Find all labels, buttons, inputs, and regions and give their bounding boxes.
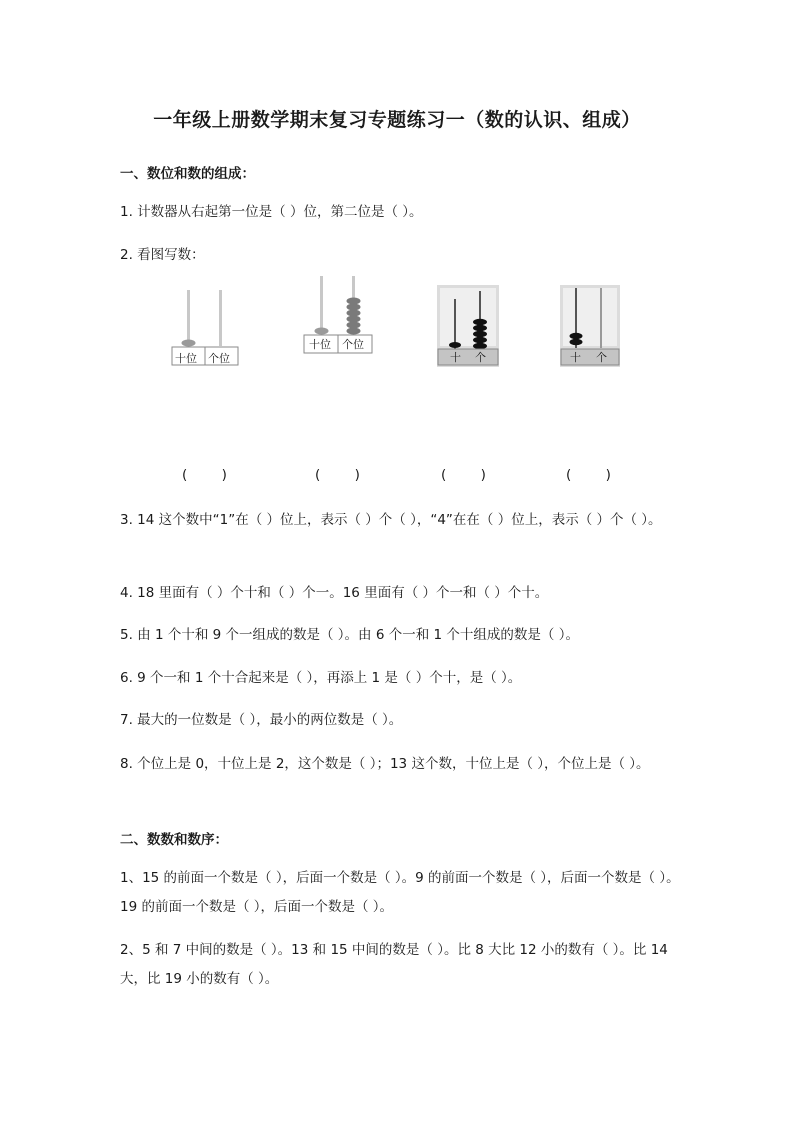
- question-2-1: 1、15 的前面一个数是（ ），后面一个数是（ ）。9 的前面一个数是（ ），后面一个数是（ ）。19 的前面一个数是（ ），后面一个数是（ ）。: [120, 870, 680, 915]
- page-title: 一年级上册数学期末复习专题练习一（数的认识、组成）: [153, 109, 641, 131]
- abacus-icon-d: [560, 285, 620, 367]
- answer-blank-b: ( ): [315, 467, 360, 483]
- question-1: 1. 计数器从右起第一位是（ ）位，第二位是（ ）。: [120, 204, 423, 220]
- abacus-b-label-tens: 十位: [309, 338, 331, 351]
- question-2: 2. 看图写数：: [120, 247, 205, 263]
- abacus-b-label-ones: 个位: [342, 338, 364, 351]
- abacus-a-label-ones: 个位: [208, 352, 230, 365]
- section-heading-2: 二、数数和数序：: [120, 832, 228, 848]
- abacus-c-label-tens: 十: [450, 351, 461, 364]
- answer-blank-c: ( ): [441, 467, 486, 483]
- question-2-2: 2、5 和 7 中间的数是（ ）。13 和 15 中间的数是（ ）。比 8 大比 12 小的数有（ ）。比 14 大，比 19 小的数有（ ）。: [120, 942, 668, 987]
- question-4: 4. 18 里面有（ ）个十和（ ）个一。16 里面有（ ）个一和（ ）个十。: [120, 585, 549, 601]
- question-6: 6. 9 个一和 1 个十合起来是（ ），再添上 1 是（ ）个十，是（ ）。: [120, 670, 522, 686]
- abacus-d-label-ones: 个: [596, 351, 607, 364]
- abacus-c-label-ones: 个: [475, 351, 486, 364]
- answer-blank-a: ( ): [182, 467, 227, 483]
- question-5: 5. 由 1 个十和 9 个一组成的数是（ ）。由 6 个一和 1 个十组成的数是（ ）。: [120, 627, 579, 643]
- section-heading-1: 一、数位和数的组成：: [120, 166, 255, 182]
- abacus-a-label-tens: 十位: [175, 352, 197, 365]
- abacus-icon-c: [437, 285, 499, 367]
- question-3: 3. 14 这个数中“1”在（ ）位上，表示（ ）个（ ），“4”在在（ ）位上，表示（ ）个（ ）。: [120, 512, 662, 528]
- question-8: 8. 个位上是 0，十位上是 2，这个数是（ ）；13 这个数，十位上是（ ），个位上是（ ）。: [120, 756, 650, 772]
- abacus-d-label-tens: 十: [570, 351, 581, 364]
- answer-blank-d: ( ): [566, 467, 611, 483]
- question-7: 7. 最大的一位数是（ ），最小的两位数是（ ）。: [120, 712, 403, 728]
